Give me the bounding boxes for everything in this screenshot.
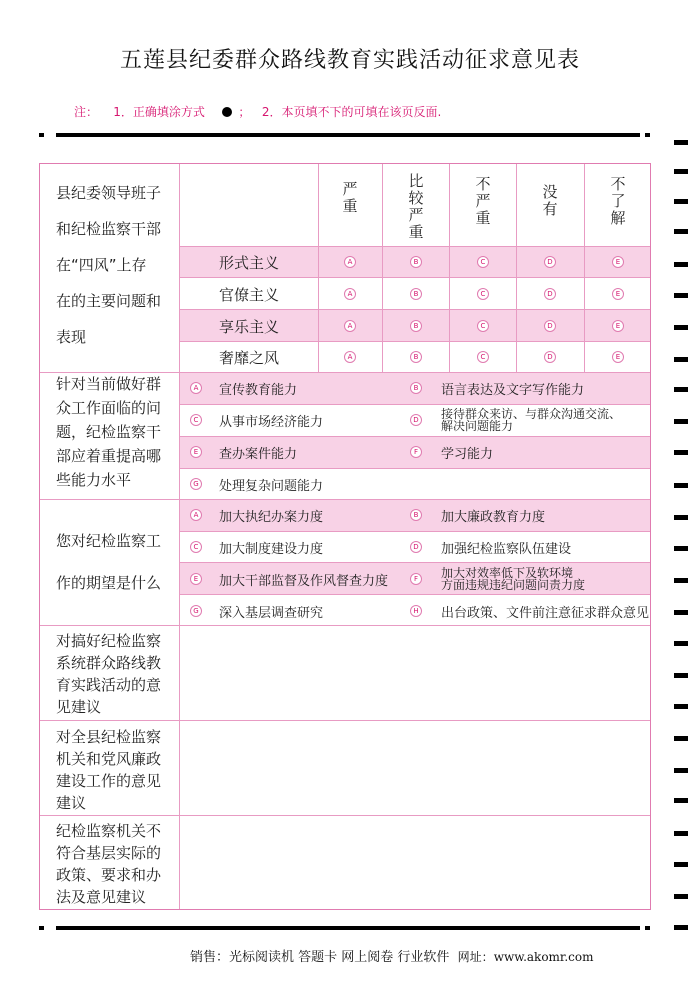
column-header-char: 重 — [475, 209, 491, 227]
option-label: 加大执纪办案力度 — [219, 510, 324, 525]
column-header-char: 重 — [408, 223, 424, 241]
timing-mark — [674, 325, 688, 330]
footer-url: www.akomr.com — [493, 950, 594, 964]
answer-bubble[interactable]: C — [190, 414, 202, 426]
answer-bubble[interactable]: A — [344, 256, 356, 268]
column-header — [606, 176, 630, 227]
option-label: 加大廉政教育力度 — [441, 510, 546, 525]
grid-line — [180, 468, 650, 469]
footer — [190, 946, 593, 965]
answer-bubble[interactable]: D — [544, 288, 556, 300]
section-3-question — [56, 520, 161, 604]
question-line: 县纪委领导班子 — [56, 184, 162, 202]
option-label — [441, 567, 585, 591]
question-line: 见建议 — [56, 698, 102, 716]
timing-mark — [674, 831, 688, 836]
grid-line — [180, 436, 650, 437]
grid-line — [40, 499, 650, 500]
answer-bubble[interactable]: H — [410, 605, 422, 617]
column-header — [404, 173, 428, 241]
option-label-line: 方面违规违纪问题问责力度 — [441, 578, 586, 592]
answer-bubble[interactable]: D — [410, 541, 422, 553]
grid-line — [180, 562, 650, 563]
answer-bubble[interactable]: B — [410, 509, 422, 521]
option-label: 处理复杂问题能力 — [219, 479, 324, 494]
answer-bubble[interactable]: G — [190, 478, 202, 490]
option-label: 加大干部监督及作风督查力度 — [219, 574, 389, 589]
question-line: 表现 — [56, 328, 87, 346]
column-header-char: 重 — [342, 197, 358, 215]
timing-mark — [674, 578, 688, 583]
answer-bubble[interactable]: A — [190, 509, 202, 521]
section6-question — [56, 820, 176, 908]
timing-mark — [674, 862, 688, 867]
answer-bubble[interactable]: B — [410, 382, 422, 394]
grid-line — [180, 341, 650, 342]
question-line: 和纪检监察干部 — [56, 220, 162, 238]
question-line: 些能力水平 — [56, 471, 132, 489]
answer-bubble[interactable]: A — [344, 320, 356, 332]
column-header-char: 没 — [542, 183, 558, 201]
section-2-question — [56, 372, 161, 492]
answer-text-area[interactable] — [181, 721, 649, 814]
answer-bubble[interactable]: B — [410, 351, 422, 363]
option-label: 深入基层调查研究 — [219, 606, 324, 621]
section5-question — [56, 726, 176, 814]
column-header-char: 了 — [610, 192, 626, 210]
grid-line — [179, 164, 180, 909]
timing-mark — [674, 387, 688, 392]
timing-mark — [674, 262, 688, 267]
question-line: 机关和党风廉政 — [56, 750, 162, 768]
question-line: 法及意见建议 — [56, 888, 147, 906]
note-item2: 2．本页填不下的可填在该页反面. — [261, 105, 442, 119]
timing-mark — [674, 768, 688, 773]
column-header-char: 严 — [475, 192, 491, 210]
answer-bubble[interactable]: A — [344, 288, 356, 300]
grid-line — [180, 277, 650, 278]
timing-mark — [674, 673, 688, 678]
top-timing-bar — [56, 133, 640, 137]
column-header-char: 较 — [408, 189, 424, 207]
answer-bubble[interactable]: D — [410, 414, 422, 426]
column-header-char: 解 — [610, 209, 626, 227]
timing-mark — [674, 798, 688, 803]
timing-mark — [645, 133, 650, 137]
timing-mark — [674, 357, 688, 362]
answer-bubble[interactable]: C — [190, 541, 202, 553]
answer-bubble[interactable]: B — [410, 288, 422, 300]
question-line: 题，纪检监察干 — [56, 423, 162, 441]
timing-mark — [674, 546, 688, 551]
question-line: 众工作面临的问 — [56, 399, 162, 417]
column-header — [338, 181, 362, 215]
column-header-char: 不 — [475, 175, 491, 193]
column-header-char: 不 — [610, 175, 626, 193]
timing-mark — [674, 229, 688, 234]
row-label: 享乐主义 — [218, 318, 279, 336]
question-line: 在的主要问题和 — [56, 292, 162, 310]
timing-mark — [674, 293, 688, 298]
answer-bubble[interactable]: E — [612, 256, 624, 268]
timing-mark — [674, 515, 688, 520]
note-prefix: 注： — [74, 105, 99, 119]
option-label: 语言表达及文字写作能力 — [441, 383, 585, 398]
answer-text-area[interactable] — [181, 816, 649, 909]
timing-mark — [674, 736, 688, 741]
option-label: 从事市场经济能力 — [219, 415, 324, 430]
row-label: 奢靡之风 — [218, 349, 279, 367]
option-label: 加大制度建设力度 — [219, 542, 324, 557]
column-header-char: 有 — [542, 200, 558, 218]
answer-bubble[interactable]: E — [190, 446, 202, 458]
answer-bubble[interactable]: C — [477, 288, 489, 300]
column-header-char: 严 — [342, 180, 358, 198]
timing-mark — [674, 704, 688, 709]
question-line: 建设工作的意见 — [56, 772, 162, 790]
question-line: 纪检监察机关不 — [56, 822, 162, 840]
answer-bubble[interactable]: C — [477, 320, 489, 332]
timing-mark — [39, 133, 44, 137]
answer-bubble[interactable]: B — [410, 320, 422, 332]
question-line: 您对纪检监察工 — [56, 532, 162, 550]
question-line: 对搞好纪检监察 — [56, 632, 162, 650]
option-label-line: 加大对效率低下及软环境 — [441, 566, 574, 580]
timing-mark — [674, 450, 688, 455]
option-label: 宣传教育能力 — [219, 383, 298, 398]
grid-line — [180, 309, 650, 310]
grid-line — [180, 594, 650, 595]
row-label: 官僚主义 — [218, 286, 279, 304]
answer-bubble[interactable]: E — [612, 351, 624, 363]
answer-bubble[interactable]: A — [190, 382, 202, 394]
timing-mark — [674, 140, 688, 145]
row-label: 形式主义 — [218, 254, 279, 272]
instruction-note — [74, 103, 441, 120]
grid-line — [180, 246, 650, 247]
column-header — [538, 184, 562, 218]
answer-bubble[interactable]: G — [190, 605, 202, 617]
option-label: 学习能力 — [441, 447, 494, 462]
grid-line — [180, 531, 650, 532]
answer-bubble[interactable]: B — [410, 256, 422, 268]
answer-bubble[interactable]: C — [477, 351, 489, 363]
question-line: 对全县纪检监察 — [56, 728, 162, 746]
question-line: 在“四风”上存 — [56, 256, 147, 274]
answer-bubble[interactable]: E — [612, 288, 624, 300]
option-label-line: 接待群众来访、与群众沟通交流、 — [441, 407, 622, 421]
footer-text: 销售：光标阅读机 答题卡 网上阅卷 行业软件 — [190, 950, 450, 965]
answer-text-area[interactable] — [181, 626, 649, 719]
answer-bubble[interactable]: F — [410, 573, 422, 585]
question-line: 作的期望是什么 — [56, 574, 162, 592]
question-line: 政策、要求和办 — [56, 866, 162, 884]
answer-bubble[interactable]: D — [544, 320, 556, 332]
note-sep: ； — [238, 105, 251, 119]
answer-bubble[interactable]: C — [477, 256, 489, 268]
answer-bubble[interactable]: E — [612, 320, 624, 332]
timing-mark — [674, 169, 688, 174]
question-line: 部应着重提高哪 — [56, 447, 162, 465]
column-header — [471, 176, 495, 227]
grid-line — [180, 404, 650, 405]
timing-mark — [674, 199, 688, 204]
answer-bubble[interactable]: F — [410, 446, 422, 458]
timing-mark — [674, 641, 688, 646]
question-line: 建议 — [56, 794, 87, 812]
question-line: 符合基层实际的 — [56, 844, 162, 862]
timing-mark — [674, 894, 688, 899]
answer-bubble[interactable]: A — [344, 351, 356, 363]
answer-bubble[interactable]: E — [190, 573, 202, 585]
question-line: 系统群众路线教 — [56, 654, 162, 672]
timing-mark — [39, 926, 44, 930]
timing-mark — [674, 483, 688, 488]
answer-bubble[interactable]: D — [544, 351, 556, 363]
timing-mark — [674, 610, 688, 615]
option-label-line: 解决问题能力 — [441, 419, 514, 433]
question-line: 针对当前做好群 — [56, 375, 162, 393]
section4-question — [56, 630, 176, 718]
option-label: 加强纪检监察队伍建设 — [441, 542, 572, 557]
note-item1: 1．正确填涂方式 — [113, 105, 205, 119]
timing-mark — [645, 926, 650, 930]
option-label — [441, 408, 621, 432]
section-1-question — [56, 175, 161, 355]
answer-bubble[interactable]: D — [544, 256, 556, 268]
question-line: 育实践活动的意 — [56, 676, 162, 694]
timing-mark — [674, 925, 688, 930]
form-title: 五莲县纪委群众路线教育实践活动征求意见表 — [119, 48, 580, 73]
filled-bubble-example-icon — [222, 107, 232, 117]
option-label: 出台政策、文件前注意征求群众意见 — [441, 606, 650, 621]
column-header-char: 严 — [408, 206, 424, 224]
bottom-timing-bar — [56, 926, 640, 930]
option-label: 查办案件能力 — [219, 447, 298, 462]
timing-mark — [674, 419, 688, 424]
column-header-char: 比 — [408, 172, 424, 190]
footer-url-label: 网址： — [457, 950, 494, 964]
